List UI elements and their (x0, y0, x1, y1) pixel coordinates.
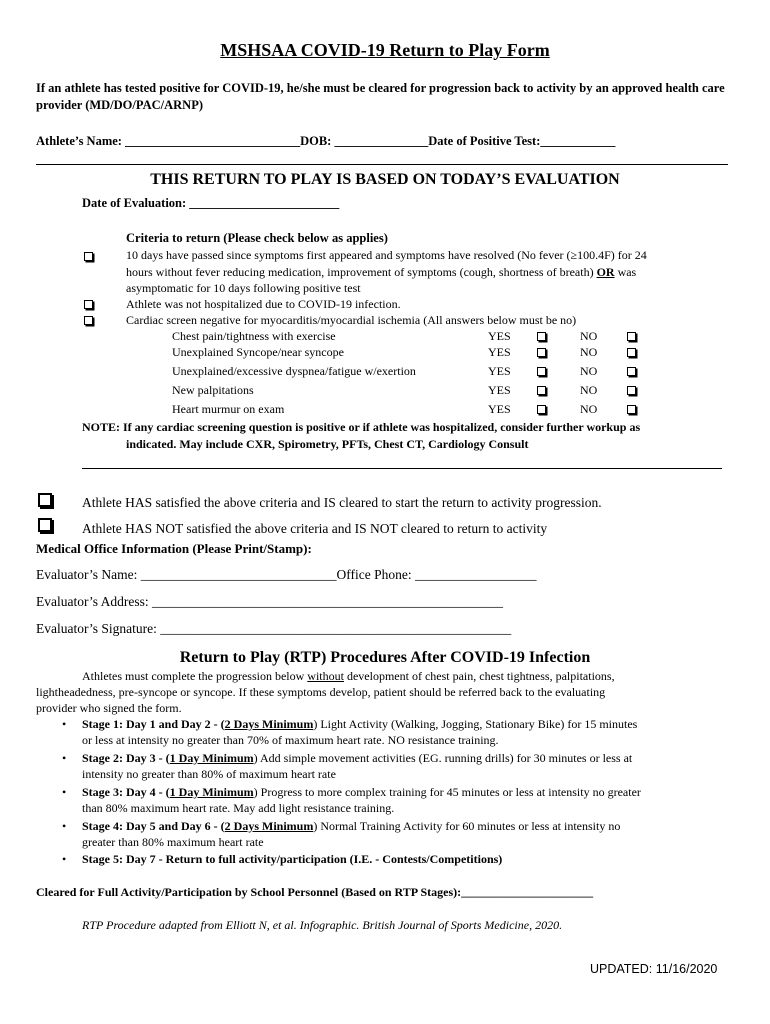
positive-test-label: Date of Positive Test: (428, 134, 541, 148)
criteria-checkbox-1[interactable] (84, 252, 93, 261)
stage-4-desc: ) Normal Training Activity for 60 minutes or less at intensity no (313, 819, 621, 833)
no-checkbox[interactable] (627, 386, 636, 395)
page-title: MSHSAA COVID-19 Return to Play Form (220, 40, 550, 60)
rtp-heading: Return to Play (RTP) Procedures After COVID-19 Infection (179, 649, 591, 666)
office-phone-field[interactable]: __________________ (414, 567, 537, 582)
stage-3-minimum: 1 Day Minimum (169, 785, 254, 799)
bullet: • (62, 819, 67, 833)
school-clearance-label: Cleared for Full Activity/Participation by School Personnel (Based on RTP Stages): (36, 885, 462, 899)
no-checkbox[interactable] (627, 405, 636, 414)
criteria-item-1b: hours without fever reducing medication, improvement of symptoms (cough, shortness of breath) (126, 265, 594, 279)
yes-label: YES (488, 345, 511, 359)
yes-label: YES (488, 329, 511, 343)
note-line-2: indicated. May include CXR, Spirometry, PFTs, Chest CT, Cardiology Consult (126, 437, 529, 451)
stage-3-desc: ) Progress to more complex training for 45 minutes or less at intensity no greater (253, 785, 641, 799)
evaluator-signature-label: Evaluator’s Signature: (36, 621, 157, 636)
evaluator-name-label: Evaluator’s Name: (36, 567, 138, 582)
stage-1-line-1 (82, 717, 637, 732)
citation: RTP Procedure adapted from Elliott N, et al. Infographic. British Journal of Sports Medicine, 2020. (82, 918, 563, 932)
criteria-was: was (617, 265, 637, 279)
athlete-info-line (36, 134, 615, 149)
cardiac-question: Unexplained Syncope/near syncope (172, 345, 344, 359)
no-checkbox[interactable] (627, 367, 636, 376)
yes-checkbox[interactable] (537, 348, 546, 357)
criteria-item-2: Athlete was not hospitalized due to COVID-19 infection. (126, 297, 401, 311)
evaluator-signature-field[interactable]: ____________________________________________________ (160, 621, 512, 636)
cardiac-question: Unexplained/excessive dyspnea/fatigue w/exertion (172, 364, 416, 378)
rtp-para-line-3: provider who signed the form. (36, 701, 182, 715)
stage-4-minimum: 2 Days Minimum (224, 819, 314, 833)
not-cleared-checkbox[interactable] (38, 518, 52, 532)
school-clearance-field[interactable]: ______________________ (461, 885, 594, 899)
dob-field[interactable]: _______________ (334, 134, 429, 148)
rtp-para-a: Athletes must complete the progression below (82, 669, 305, 683)
yes-label: YES (488, 402, 511, 416)
yes-checkbox[interactable] (537, 367, 546, 376)
not-cleared-statement: Athlete HAS NOT satisfied the above criteria and IS NOT cleared to return to activity (82, 521, 548, 536)
cardiac-question: New palpitations (172, 383, 254, 397)
stage-2-desc: ) Add simple movement activities (EG. running drills) for 30 minutes or less at (253, 751, 633, 765)
no-label: NO (580, 364, 598, 378)
bullet: • (62, 785, 67, 799)
rtp-para-without: without (307, 669, 344, 683)
divider (82, 468, 722, 469)
bullet: • (62, 751, 67, 765)
evaluation-date-field[interactable]: ________________________ (189, 196, 340, 210)
stage-1-desc: ) Light Activity (Walking, Jogging, Stationary Bike) for 15 minutes (313, 717, 638, 731)
criteria-checkbox-3[interactable] (84, 316, 93, 325)
no-checkbox[interactable] (627, 332, 636, 341)
stage-3-line-2: than 80% maximum heart rate. May add light resistance training. (82, 801, 395, 815)
evaluator-name-field[interactable]: _____________________________ (140, 567, 337, 582)
no-label: NO (580, 383, 598, 397)
rtp-para-b: development of chest pain, chest tightness, palpitations, (346, 669, 615, 683)
office-phone-label: Office Phone: (336, 567, 412, 582)
stage-2-line-2: intensity no greater than 80% of maximum heart rate (82, 767, 336, 781)
criteria-or: OR (596, 265, 615, 279)
evaluator-signature-line (36, 621, 511, 637)
no-label: NO (580, 329, 598, 343)
evaluation-heading: THIS RETURN TO PLAY IS BASED ON TODAY’S EVALUATION (150, 171, 620, 188)
yes-label: YES (488, 364, 511, 378)
no-checkbox[interactable] (627, 348, 636, 357)
evaluation-date-label: Date of Evaluation: (82, 196, 187, 210)
intro-text: If an athlete has tested positive for COVID-19, he/she must be cleared for progression back to activity by an approved health care provider (MD/DO/PAC/ARNP) (36, 81, 725, 112)
school-clearance-line (36, 885, 593, 900)
evaluator-address-label: Evaluator’s Address: (36, 594, 149, 609)
stage-4-line-1 (82, 819, 620, 834)
stage-2-line-1 (82, 751, 632, 766)
stage-3-line-1 (82, 785, 641, 800)
athlete-name-label: Athlete’s Name: (36, 134, 122, 148)
dob-label: DOB: (300, 134, 332, 148)
criteria-item-1a: 10 days have passed since symptoms first appeared and symptoms have resolved (No fever (≥100.4F) for 24 (126, 248, 647, 262)
updated-date: UPDATED: 11/16/2020 (590, 962, 718, 976)
rtp-para-line-1 (82, 669, 615, 684)
stage-4-line-2: greater than 80% maximum heart rate (82, 835, 264, 849)
stage-1-title: Stage 1: Day 1 and Day 2 - ( (82, 717, 225, 731)
yes-checkbox[interactable] (537, 386, 546, 395)
bullet: • (62, 852, 67, 866)
stage-1-minimum: 2 Days Minimum (224, 717, 314, 731)
cleared-statement: Athlete HAS satisfied the above criteria and IS cleared to start the return to activity progression. (82, 495, 602, 510)
cardiac-question: Chest pain/tightness with exercise (172, 329, 336, 343)
evaluator-address-line (36, 594, 503, 610)
bullet: • (62, 717, 67, 731)
yes-checkbox[interactable] (537, 405, 546, 414)
stage-1-line-2: or less at intensity no greater than 70% of maximum heart rate. NO resistance training. (82, 733, 499, 747)
criteria-item-1c: asymptomatic for 10 days following positive test (126, 281, 361, 295)
divider (36, 164, 728, 165)
yes-label: YES (488, 383, 511, 397)
note-line-1: NOTE: If any cardiac screening question is positive or if athlete was hospitalized, consider further workup as (82, 420, 641, 434)
athlete-name-field[interactable]: ____________________________ (125, 134, 301, 148)
positive-test-field[interactable]: ____________ (540, 134, 616, 148)
criteria-heading: Criteria to return (Please check below as applies) (126, 231, 388, 245)
evaluation-date-line (82, 196, 339, 211)
rtp-para-line-2: lightheadedness, pre-syncope or syncope. If these symptoms develop, patient should be referred back to the evaluating (36, 685, 606, 699)
stage-2-title: Stage 2: Day 3 - ( (82, 751, 170, 765)
no-label: NO (580, 345, 598, 359)
medical-office-heading: Medical Office Information (Please Print/Stamp): (36, 541, 312, 556)
yes-checkbox[interactable] (537, 332, 546, 341)
stage-5-line: Stage 5: Day 7 - Return to full activity/participation (I.E. - Contests/Competitions) (82, 852, 503, 866)
criteria-item-1b-line (126, 265, 636, 280)
evaluator-name-line (36, 567, 536, 583)
stage-2-minimum: 1 Day Minimum (169, 751, 254, 765)
no-label: NO (580, 402, 598, 416)
stage-3-title: Stage 3: Day 4 - ( (82, 785, 170, 799)
cleared-checkbox[interactable] (38, 493, 52, 507)
criteria-item-3: Cardiac screen negative for myocarditis/myocardial ischemia (All answers below must be no) (126, 313, 577, 327)
evaluator-address-field[interactable]: ____________________________________________________ (151, 594, 503, 609)
stage-4-title: Stage 4: Day 5 and Day 6 - ( (82, 819, 225, 833)
criteria-checkbox-2[interactable] (84, 300, 93, 309)
cardiac-question: Heart murmur on exam (172, 402, 285, 416)
